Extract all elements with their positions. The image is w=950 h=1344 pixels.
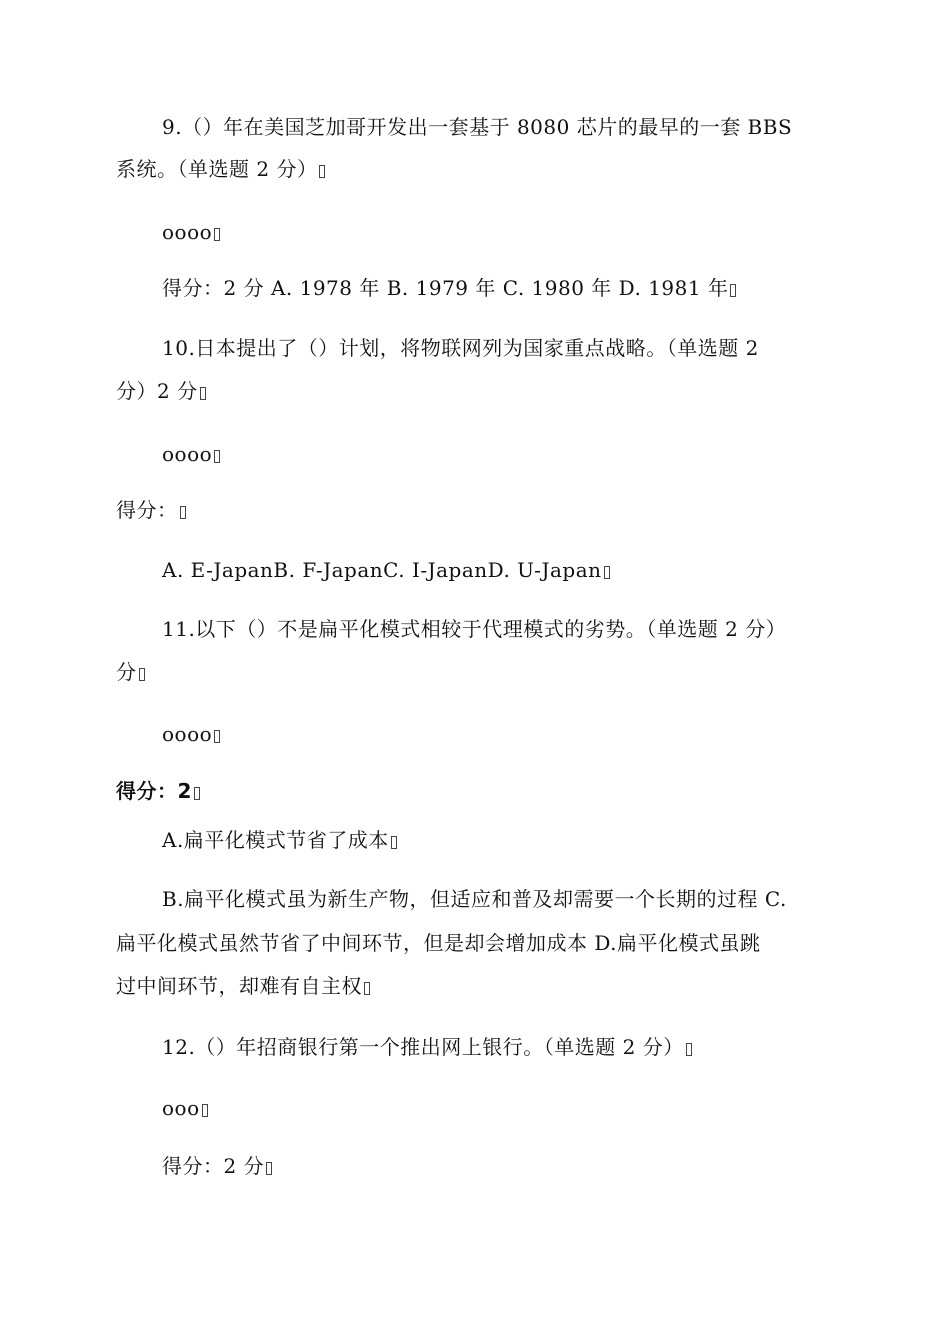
question-9-options: oooo (162, 218, 220, 246)
end-mark-icon (391, 836, 397, 849)
question-11-choice-b-end: 过中间环节，却难有自主权 (116, 972, 370, 1000)
end-mark-icon (364, 982, 370, 995)
end-mark-icon (202, 1104, 208, 1117)
end-mark-icon (686, 1043, 692, 1056)
question-12-score: 得分：2 分 (162, 1152, 272, 1180)
end-mark-icon (730, 284, 736, 297)
end-mark-icon (214, 450, 220, 463)
question-12-options: ooo (162, 1094, 208, 1122)
end-mark-icon (604, 566, 610, 579)
end-mark-icon (319, 165, 325, 178)
question-9-score: 得分：2 分 A. 1978 年 B. 1979 年 C. 1980 年 D. 1981 年 (162, 274, 736, 302)
question-11-score: 得分：2 (116, 777, 200, 805)
question-10-choices: A. E-JapanB. F-JapanC. I-JapanD. U-Japan (162, 556, 610, 584)
question-11-stem-cont: 分 (116, 658, 145, 686)
end-mark-icon (194, 787, 200, 800)
question-10-options: oooo (162, 440, 220, 468)
end-mark-icon (139, 668, 145, 681)
end-mark-icon (214, 730, 220, 743)
end-mark-icon (214, 228, 220, 241)
question-10-score: 得分： (116, 496, 186, 524)
question-10-stem-cont: 分）2 分 (116, 377, 206, 405)
question-9-stem-cont: 系统。（单选题 2 分） (116, 155, 325, 183)
question-11-stem: 11.以下（）不是扁平化模式相较于代理模式的劣势。（单选题 2 分） (162, 617, 787, 641)
end-mark-icon (180, 506, 186, 519)
end-mark-icon (266, 1162, 272, 1175)
question-11-choice-b: B.扁平化模式虽为新生产物，但适应和普及却需要一个长期的过程 C. (162, 887, 787, 911)
end-mark-icon (200, 387, 206, 400)
question-11-choice-b-cont: 扁平化模式虽然节省了中间环节，但是却会增加成本 D.扁平化模式虽跳 (116, 931, 761, 955)
question-10-stem: 10.日本提出了（）计划，将物联网列为国家重点战略。（单选题 2 (162, 336, 759, 360)
question-9-stem: 9.（）年在美国芝加哥开发出一套基于 8080 芯片的最早的一套 BBS (162, 115, 793, 139)
question-11-choice-a: A.扁平化模式节省了成本 (162, 826, 397, 854)
question-11-options: oooo (162, 720, 220, 748)
question-12-stem: 12.（）年招商银行第一个推出网上银行。（单选题 2 分） (162, 1033, 692, 1061)
